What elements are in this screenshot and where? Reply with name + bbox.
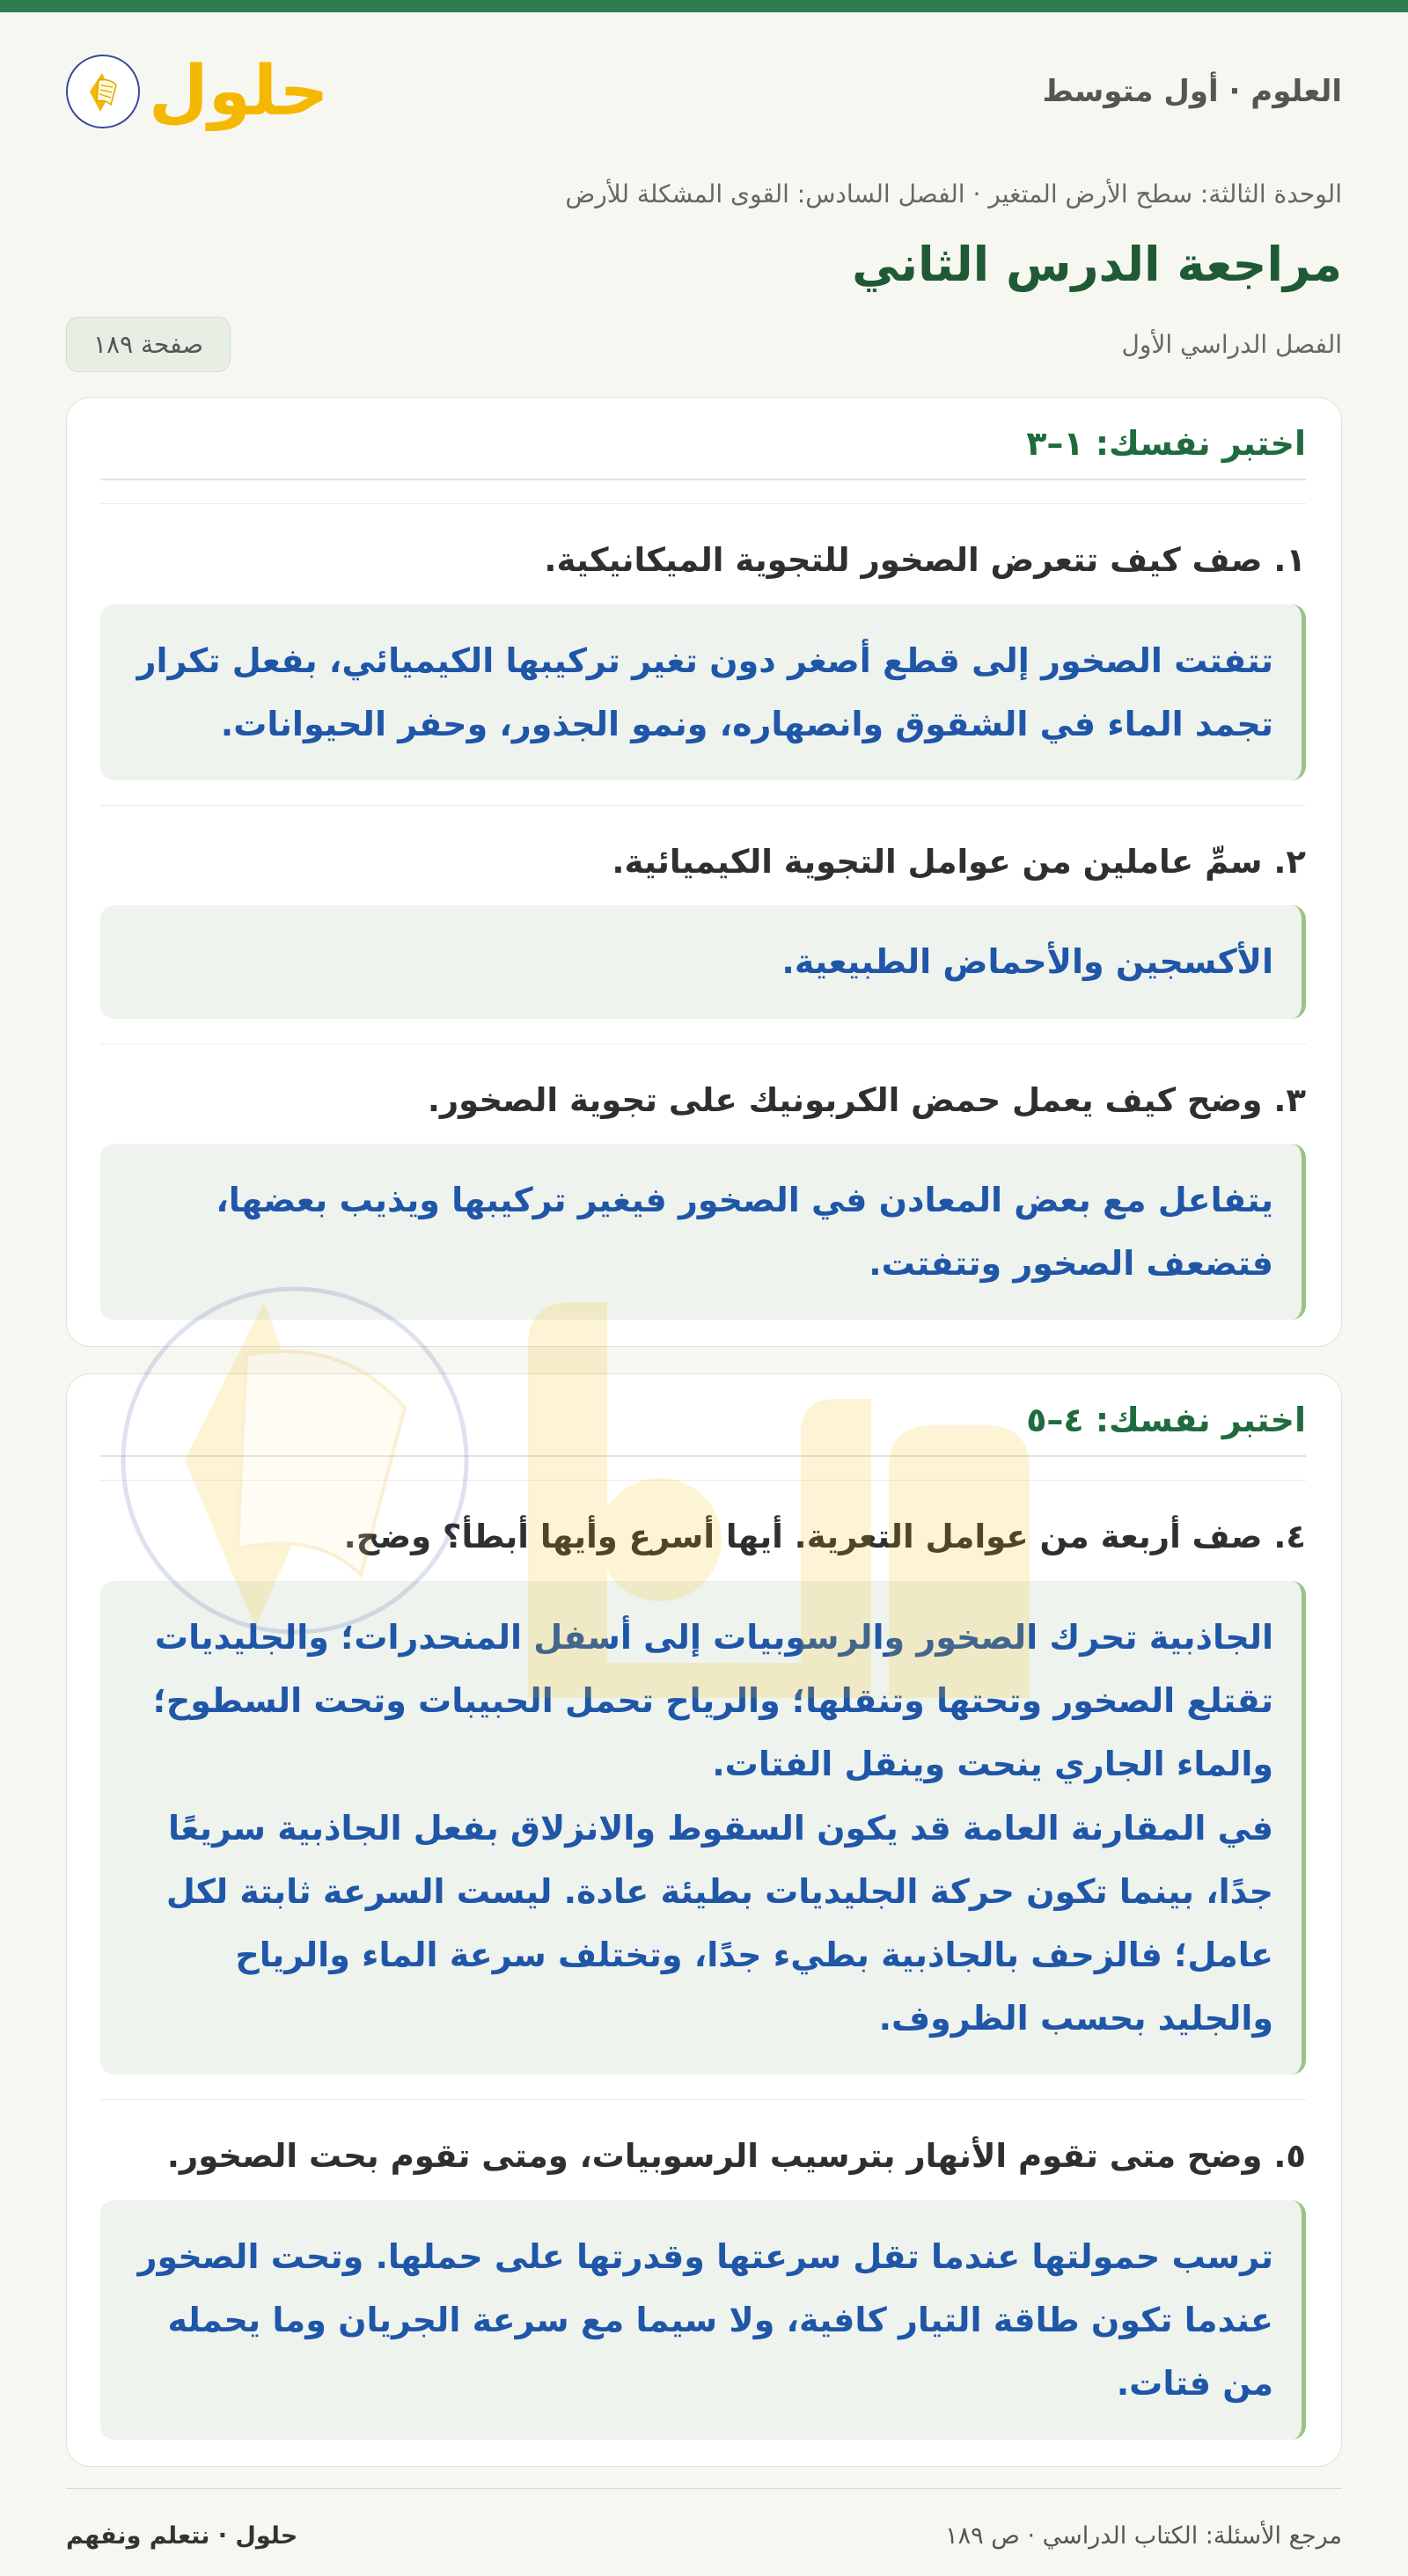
answer-text: في المقارنة العامة قد يكون السقوط والانزلاق بفعل الجاذبية سريعًا جدًا، بينما تكون حركة الجليديات بطيئة عادة. ليست السرعة ثابتة لكل عامل؛ فالزحف بالجاذبية بطيء جدًا، وتختلف سرعة الماء والرياح والجليد بحسب الظروف. [165,1808,1273,2038]
brand-logo[interactable] [66,52,329,131]
subject-label: العلوم · أول متوسط [1042,74,1342,109]
page-container [66,12,1342,2467]
question-text: ٤. صف أربعة من عوامل التعرية. أيها أسرع وأيها أبطأ؟ وضح. [343,1518,1306,1556]
term-label: الفصل الدراسي الأول [1121,330,1342,359]
section-card-2 [66,1373,1342,2467]
page-footer [66,2488,1342,2550]
top-accent-bar [0,0,1408,12]
section-title: اختبر نفسك: ١–٣ [100,424,1306,480]
question-text: ٥. وضح متى تقوم الأنهار بترسيب الرسوبيات، ومتى تقوم بحت الصخور. [166,2137,1306,2176]
answer-box [100,2200,1306,2441]
section-title: اختبر نفسك: ٤–٥ [100,1401,1306,1457]
meta-row [66,317,1342,372]
question-block-1 [100,504,1306,806]
answer-box [100,604,1306,780]
section-card-1 [66,397,1342,1347]
answer-box [100,1144,1306,1320]
answer-text: ترسب حمولتها عندما تقل سرعتها وقدرتها على حملها. وتحت الصخور عندما تكون طاقة التيار كافية، ولا سيما مع سرعة الجريان وما يحمله من فتات. [137,2236,1273,2404]
page-header [66,12,1342,162]
question-block-3 [100,1044,1306,1321]
answer-text: تتفتت الصخور إلى قطع أصغر دون تغير تركيبها الكيميائي، بفعل تكرار تجمد الماء في الشقوق وانصهاره، ونمو الجذور، وحفر الحيوانات. [136,640,1273,743]
question-block-5 [100,2100,1306,2440]
section-divider [100,1457,1306,1481]
answer-text: يتفاعل مع بعض المعادن في الصخور فيغير تركيبها ويذيب بعضها، فتضعف الصخور وتتفتت. [216,1181,1273,1284]
answer-box [100,905,1306,1018]
book-logo-icon [66,55,140,128]
answer-text: الجاذبية تحرك الصخور والرسوبيات إلى أسفل المنحدرات؛ والجليديات تقتلع الصخور وتحتها وتنقلها؛ والرياح تحمل الحبيبات وتحت السطوح؛ والماء الجاري ينحت وينقل الفتات. [152,1617,1273,1784]
question-block-2 [100,806,1306,1044]
footer-brand[interactable]: حلول · نتعلم ونفهم [66,2522,298,2550]
page-number-badge: صفحة ١٨٩ [66,317,231,372]
question-block-4 [100,1481,1306,2100]
answer-box [100,1581,1306,2075]
brand-name: حلول [149,52,329,131]
section-divider [100,480,1306,504]
question-text: ٣. وضح كيف يعمل حمض الكربونيك على تجوية الصخور. [427,1080,1306,1119]
question-text: ٢. سمِّ عاملين من عوامل التجوية الكيميائية. [612,842,1306,881]
page-title: مراجعة الدرس الثاني [852,237,1342,292]
answer-text: الأكسجين والأحماض الطبيعية. [781,942,1273,982]
questions-reference: مرجع الأسئلة: الكتاب الدراسي · ص ١٨٩ [945,2522,1342,2550]
question-text: ١. صف كيف تتعرض الصخور للتجوية الميكانيكية. [544,541,1306,579]
breadcrumb: الوحدة الثالثة: سطح الأرض المتغير · الفصل السادس: القوى المشكلة للأرض [565,179,1342,209]
